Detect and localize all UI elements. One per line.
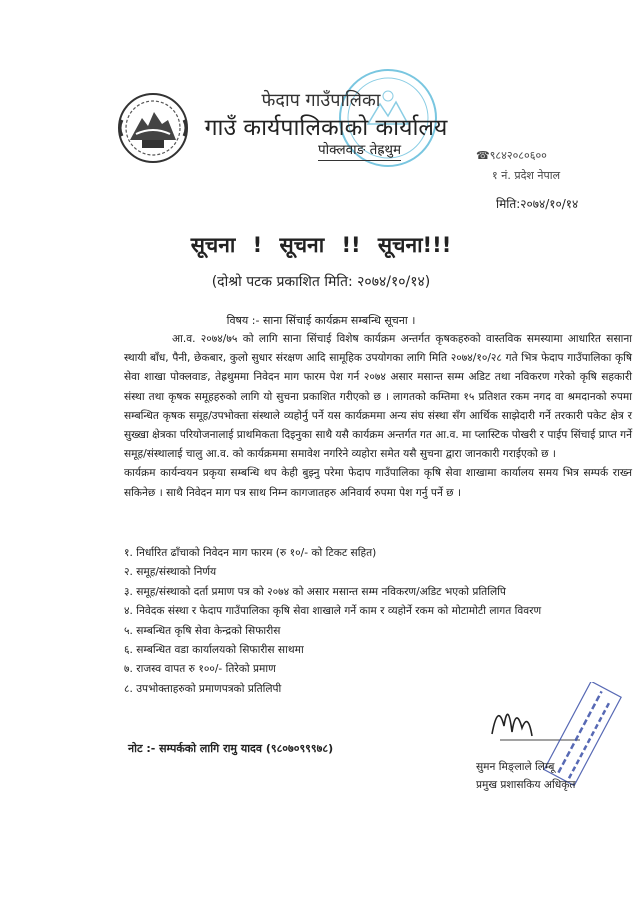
list-item: २. समूह/संस्थाको निर्णय: [124, 566, 217, 579]
publication-date: (दोश्रो पटक प्रकाशित मिति: २०७४/१०/१४): [211, 274, 431, 290]
list-item: ४. निवेदक संस्था र फेदाप गाउँपालिका कृषि सेवा शाखाले गर्ने काम र व्यहोर्ने रकम को मोटामोटी लागत विवरण: [124, 605, 542, 618]
list-item: ८. उपभोक्ताहरुको प्रमाणपत्रको प्रतिलिपी: [124, 682, 282, 695]
list-item: ३. समूह/संस्थाको दर्ता प्रमाण पत्र को २०७४ को असार मसान्त सम्म नविकरण/अडिट भएको प्रतिलिपि: [124, 585, 506, 598]
list-item: ७. राजस्व वापत रु १००/- तिरेको प्रमाण: [124, 663, 276, 676]
list-item: १. निर्धारित ढाँचाको निवेदन माग फारम (रु १०/- को टिकट सहित): [124, 547, 377, 559]
office-name-line1: फेदाप गाउँपालिका: [261, 90, 381, 111]
notice-date: मिति:२०७४/१०/१४: [496, 197, 579, 211]
notice-body: [124, 330, 632, 503]
requirements-list: [124, 544, 634, 699]
office-province: १ नं. प्रदेश नेपाल: [492, 169, 561, 182]
body-paragraph-1: आ.व. २०७४/७५ को लागि साना सिंचाई विशेष कार्यक्रम अन्तर्गत कृषकहरुको वास्तविक समस्यामा आधारित ससाना स्थायी बाँध, पैनी, छेकबार, कुलो सुधार संरक्षण आदि सामूहिक उपयोगका लागि मिति २०७४/१०/२८ गते भित्र फेदाप गाउँपालिका कृषि सेवा शाखा पोक्लवाङ, तेह्रथुममा निवेदन माग फारम पेश गर्न २०७४ असार मसान्त सम्म अडिट तथा नविकरण गरेको कृषि सहकारी संस्था तथा कृषक समूहहरुको लागि यो सुचना प्रकाशित गरीएको छ । लागतको कम्तिमा १५ प्रतिशत रकम नगद वा श्रमदानको रुपमा सम्बन्धित कृषक समूह/उपभोक्ता संस्थाले व्यहोर्नु पर्ने यस कार्यक्रममा अन्य संघ संस्था सँग आर्थिक साझेदारी गर्ने तरकारी पकेट क्षेत्र र सुख्खा क्षेत्रका परियोजनालाई प्राथमिकता दिइनुका साथै यसै कार्यक्रम अन्तर्गत गत आ.व. मा प्लास्टिक पोखरी र पाईप सिंचाई प्राप्त गर्ने समूह/संस्थालाई चालु आ.व. को कार्यक्रममा समावेश नगरिने व्यहोरा समेत यसै सुचना द्वारा जानकारी गराईएको छ ।: [124, 333, 632, 461]
signatory-title: प्रमुख प्रशासकिय अधिकृत: [476, 779, 576, 791]
contact-note: नोट :- सम्पर्कको लागि रामु यादव (९८०७०९९९७८): [128, 742, 334, 755]
signature-stamp: [470, 682, 630, 792]
list-item: ६. सम्बन्धित वडा कार्यालयको सिफारीस साथमा: [124, 644, 304, 657]
notice-subject: विषय :- साना सिंचाई कार्यक्रम सम्बन्धि सूचना ।: [226, 314, 416, 327]
office-name-line2: गाउँ कार्यपालिकाको कार्यालय: [204, 115, 448, 141]
notice-title: सूचना ! सूचना !! सूचना!!!: [190, 233, 452, 257]
list-item: ५. सम्बन्धित कृषि सेवा केन्द्रको सिफारीस: [124, 624, 281, 637]
office-address: पोक्लवाङ तेह्रथुम: [318, 140, 401, 161]
body-paragraph-2: कार्यक्रम कार्यन्वयन प्रकृया सम्बन्धि थप केही बुझ्नु परेमा फेदाप गाउँपालिका कृषि सेवा शाखामा कार्यालय समय भित्र सम्पर्क राख्न सकिनेछ । साथै निवेदन माग पत्र साथ निम्न कागजातहरु अनिवार्य रुपमा पेश गर्नु पर्ने छ ।: [124, 467, 632, 499]
office-phone: ☎९८४२०८०६००: [476, 149, 547, 162]
signatory-name: सुमन मिङ्लाले लिम्बू: [476, 761, 555, 773]
